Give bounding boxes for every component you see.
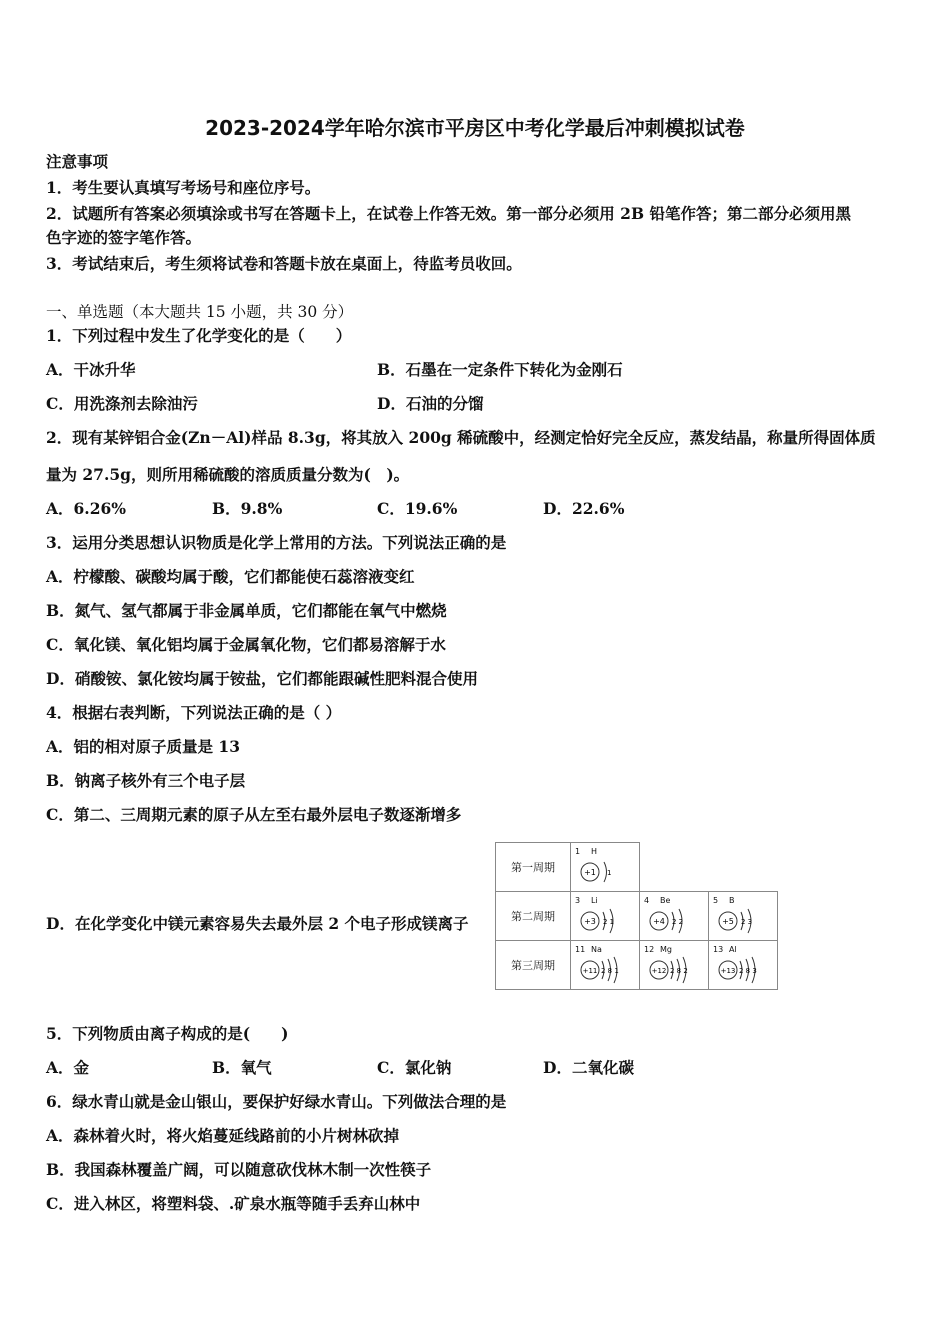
q5-option-a: A．金 [46,1058,90,1077]
atom-structure-icon [646,906,704,936]
notice-item: 色字迹的签字笔作答。 [46,228,202,247]
question-1-stem: 1．下列过程中发生了化学变化的是（ ） [46,326,352,345]
q6-option-b: B．我国森林覆盖广阔，可以随意砍伐林木制一次性筷子 [46,1160,432,1179]
notice-item: 1．考生要认真填写考场号和座位序号。 [46,178,321,197]
q4-option-d: D．在化学变化中镁元素容易失去最外层 2 个电子形成镁离子 [46,914,469,933]
atomic-number: 5 [713,896,719,905]
element-symbol: Na [591,945,602,954]
q4-option-b: B．钠离子核外有三个电子层 [46,771,246,790]
question-6-stem: 6．绿水青山就是金山银山，要保护好绿水青山。下列做法合理的是 [46,1092,507,1111]
element-symbol: Mg [660,945,672,954]
element-symbol: Li [591,896,598,905]
notice-item: 2．试题所有答案必须填涂或书写在答题卡上，在试卷上作答无效。第一部分必须用 2B 铅笔作答；第二部分必须用黑 [46,204,851,223]
question-5-stem: 5．下列物质由离子构成的是( ) [46,1024,289,1043]
q1-option-d: D．石油的分馏 [377,394,484,413]
question-2-stem-cont: 量为 27.5g，则所用稀硫酸的溶质质量分数为( )。 [46,465,410,484]
nucleus-charge: +1 [584,868,596,877]
nucleus-charge: +5 [722,917,734,926]
shell-electrons: 2 8 2 [670,967,688,975]
nucleus-charge: +4 [653,917,665,926]
shell-electrons: 2 8 3 [739,967,757,975]
period-label: 第二周期 [496,892,571,941]
atomic-number: 11 [575,945,586,954]
element-cell-li [571,892,640,941]
element-cell-mg [640,941,709,990]
element-cell-b [709,892,778,941]
q1-option-b: B．石墨在一定条件下转化为金刚石 [377,360,623,379]
q1-option-c: C．用洗涤剂去除油污 [46,394,198,413]
atomic-number: 1 [575,847,581,856]
atom-structure-icon [577,857,635,887]
q2-option-a: A．6.26% [46,499,127,518]
element-cell-al [709,941,778,990]
atomic-number: 3 [575,896,581,905]
q1-option-a: A．干冰升华 [46,360,136,379]
q3-option-b: B．氮气、氢气都属于非金属单质，它们都能在氧气中燃烧 [46,601,447,620]
period-label: 第三周期 [496,941,571,990]
atomic-number: 12 [644,945,655,954]
page-title: 2023-2024学年哈尔滨市平房区中考化学最后冲刺模拟试卷 [205,116,745,140]
q3-option-a: A．柠檬酸、碳酸均属于酸，它们都能使石蕊溶液变红 [46,567,415,586]
q5-option-d: D．二氧化碳 [543,1058,634,1077]
q4-option-c: C．第二、三周期元素的原子从左至右最外层电子数逐渐增多 [46,805,462,824]
periodic-table-figure [495,842,778,990]
q3-option-d: D．硝酸铵、氯化铵均属于铵盐，它们都能跟碱性肥料混合使用 [46,669,478,688]
notice-item: 3．考试结束后，考生须将试卷和答题卡放在桌面上，待监考员收回。 [46,254,522,273]
question-2-stem: 2．现有某锌铝合金(Zn－Al)样品 8.3g，将其放入 200g 稀硫酸中，经测定恰好完全反应，蒸发结晶，称量所得固体质 [46,428,876,447]
q3-option-c: C．氧化镁、氧化铝均属于金属氧化物，它们都易溶解于水 [46,635,446,654]
section-heading: 一、单选题（本大题共 15 小题，共 30 分） [46,303,354,321]
q2-option-c: C．19.6% [377,499,458,518]
atomic-number: 13 [713,945,724,954]
atomic-number: 4 [644,896,650,905]
q6-option-a: A．森林着火时，将火焰蔓延线路前的小片树林砍掉 [46,1126,400,1145]
nucleus-charge: +12 [651,967,667,975]
q2-option-b: B．9.8% [212,499,283,518]
atom-structure-icon [577,906,635,936]
question-3-stem: 3．运用分类思想认识物质是化学上常用的方法。下列说法正确的是 [46,533,507,552]
element-cell-na [571,941,640,990]
atom-structure-icon [715,955,773,985]
atom-structure-icon [715,906,773,936]
question-4-stem: 4．根据右表判断，下列说法正确的是（ ） [46,703,342,722]
shell-electrons: 2 8 1 [601,967,619,975]
nucleus-charge: +3 [584,917,596,926]
nucleus-charge: +13 [720,967,736,975]
q5-option-c: C．氯化钠 [377,1058,452,1077]
shell-electrons: 2 1 [603,918,615,926]
shell-electrons: 1 [607,869,612,877]
period-label: 第一周期 [496,843,571,892]
nucleus-charge: +11 [582,967,598,975]
element-symbol: H [591,847,598,856]
q6-option-c: C．进入林区，将塑料袋、.矿泉水瓶等随手丢弃山林中 [46,1194,421,1213]
element-symbol: Al [729,945,737,954]
element-symbol: Be [660,896,671,905]
element-cell-h [571,843,640,892]
q2-option-d: D．22.6% [543,499,625,518]
shell-electrons: 2 3 [741,918,753,926]
q5-option-b: B．氧气 [212,1058,272,1077]
q4-option-a: A．铝的相对原子质量是 13 [46,737,240,756]
atom-structure-icon [577,955,635,985]
element-symbol: B [729,896,735,905]
atom-structure-icon [646,955,704,985]
element-cell-be [640,892,709,941]
shell-electrons: 2 2 [672,918,684,926]
notice-heading: 注意事项 [46,152,109,171]
